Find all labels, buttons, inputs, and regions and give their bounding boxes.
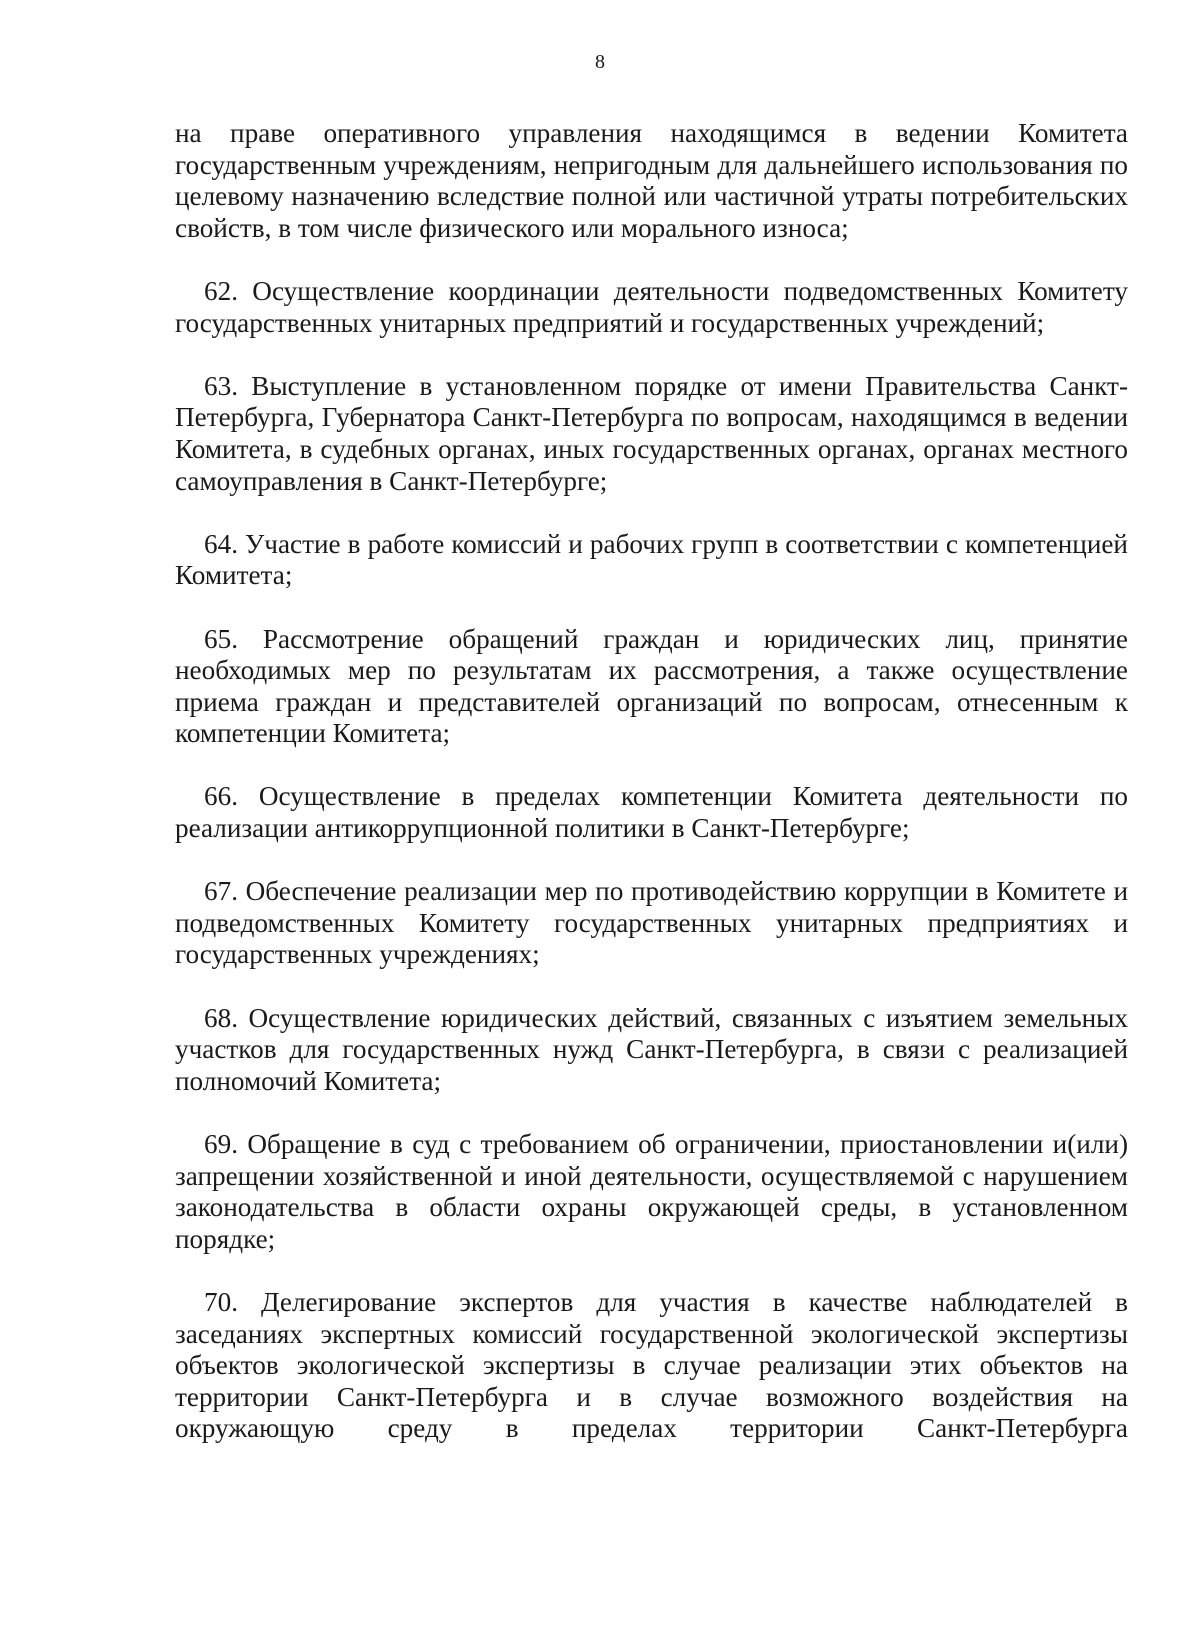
paragraph-item-69: 69. Обращение в суд с требованием об ограничении, приостановлении и(или) запрещении хозяйственной и иной деятельности, осуществляемой с нарушением законодательства в области охраны окружающей среды, в установленном порядке; xyxy=(175,1129,1128,1254)
paragraph-item-70: 70. Делегирование экспертов для участия в качестве наблюдателей в заседаниях экспертных комиссий государственной экологической экспертизы объектов экологической экспертизы в случае реализации этих объектов на территории Санкт-Петербурга и в случае возможного воздействия на окружающую среду в пределах территории Санкт-Петербурга xyxy=(175,1286,1128,1444)
paragraph-item-64: 64. Участие в работе комиссий и рабочих групп в соответствии с компетенцией Комитета; xyxy=(175,528,1128,591)
document-body xyxy=(175,118,1128,1445)
paragraph-item-62: 62. Осуществление координации деятельности подведомственных Комитету государственных унитарных предприятий и государственных учреждений; xyxy=(175,275,1128,338)
paragraph-item-67: 67. Обеспечение реализации мер по противодействию коррупции в Комитете и подведомственных Комитету государственных унитарных предприятиях и государственных учреждениях; xyxy=(175,876,1128,970)
paragraph-item-63: 63. Выступление в установленном порядке от имени Правительства Санкт-Петербурга, Губернатора Санкт-Петербурга по вопросам, находящимся в ведении Комитета, в судебных органах, иных государственных органах, органах местного самоуправления в Санкт-Петербурге; xyxy=(175,370,1128,496)
paragraph-item-65: 65. Рассмотрение обращений граждан и юридических лиц, принятие необходимых мер по результатам их рассмотрения, а также осуществление приема граждан и представителей организаций по вопросам, отнесенным к компетенции Комитета; xyxy=(175,623,1128,749)
paragraph-continuation: на праве оперативного управления находящимся в ведении Комитета государственным учреждениям, непригодным для дальнейшего использования по целевому назначению вследствие полной или частичной утраты потребительских свойств, в том числе физического или морального износа; xyxy=(175,118,1128,243)
paragraph-item-68: 68. Осуществление юридических действий, связанных с изъятием земельных участков для государственных нужд Санкт-Петербурга, в связи с реализацией полномочий Комитета; xyxy=(175,1002,1128,1096)
paragraph-item-66: 66. Осуществление в пределах компетенции Комитета деятельности по реализации антикоррупционной политики в Санкт-Петербурге; xyxy=(175,781,1128,844)
page-number: 8 xyxy=(595,51,605,73)
